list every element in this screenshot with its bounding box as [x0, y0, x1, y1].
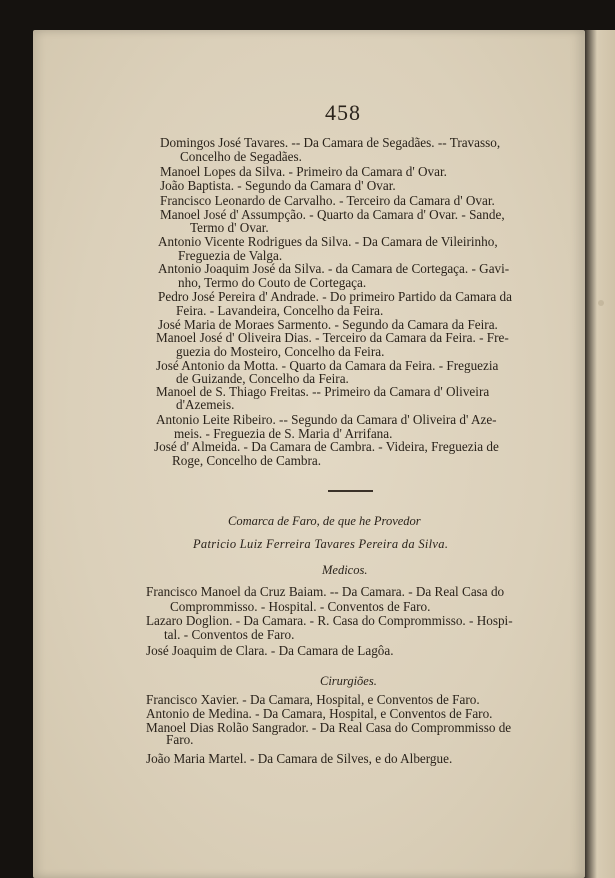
entry-line: João Baptista. - Segundo da Camara d' Ovar. — [160, 178, 396, 193]
entry-line: Concelho de Segadães. — [180, 149, 302, 164]
entry-line: Termo d' Ovar. — [190, 220, 269, 235]
entry-line: Manoel José d' Oliveira Dias. - Terceiro da Camara da Feira. - Fre- — [156, 330, 509, 345]
entry-line: meis. - Freguezia de S. Maria d' Arrifana. — [174, 426, 393, 441]
cirurgiao-line: Francisco Xavier. - Da Camara, Hospital, e Conventos de Faro. — [146, 692, 480, 707]
entry-line: Pedro José Pereira d' Andrade. - Do primeiro Partido da Camara da — [158, 289, 512, 304]
cirurgiao-line: Antonio de Medina. - Da Camara, Hospital, e Conventos de Faro. — [146, 706, 493, 721]
medico-line: Comprommisso. - Hospital. - Conventos de Faro. — [170, 599, 431, 614]
scan-background-top — [0, 0, 615, 30]
entry-line: Francisco Leonardo de Carvalho. - Terceiro da Camara d' Ovar. — [160, 193, 495, 208]
scan-background-left — [0, 0, 33, 878]
entry-line: Roge, Concelho de Cambra. — [172, 453, 322, 468]
entry-line: Antonio Leite Ribeiro. -- Segundo da Camara d' Oliveira d' Aze- — [156, 412, 497, 427]
entry-line: Manoel José d' Assumpção. - Quarto da Camara d' Ovar. - Sande, — [160, 207, 505, 222]
entry-line: Freguezia de Valga. — [178, 248, 283, 263]
medicos-heading: Medicos. — [322, 563, 368, 577]
entry-line: d'Azemeis. — [176, 397, 235, 412]
entry-line: Feira. - Lavandeira, Concelho da Feira. — [176, 303, 384, 318]
medico-line: José Joaquim de Clara. - Da Camara de Lagôa. — [146, 643, 394, 658]
entry-line: José Maria de Moraes Sarmento. - Segundo da Camara da Feira. — [158, 317, 498, 332]
comarca-heading: Comarca de Faro, de que he Provedor — [228, 514, 421, 528]
entry-line: Domingos José Tavares. -- Da Camara de Segadães. -- Travasso, — [160, 135, 501, 150]
entry-line: José d' Almeida. - Da Camara de Cambra. - Videira, Freguezia de — [154, 439, 499, 454]
cirurgiao-line: Manoel Dias Rolão Sangrador. - Da Real Casa do Comprommisso de — [146, 720, 512, 735]
cirurgiao-line: Faro. — [166, 732, 194, 747]
entry-line: nho, Termo do Couto de Cortegaça. — [178, 275, 367, 290]
medico-line: Francisco Manoel da Cruz Baiam. -- Da Camara. - Da Real Casa do — [146, 584, 505, 599]
cirurgiao-line: João Maria Martel. - Da Camara de Silves, e do Albergue. — [146, 751, 453, 766]
page-number: 458 — [325, 100, 361, 125]
paper-spot — [598, 300, 604, 306]
provedor-name: Patricio Luiz Ferreira Tavares Pereira da Silva. — [193, 537, 449, 551]
entry-line: guezia do Mosteiro, Concelho da Feira. — [176, 344, 385, 359]
entry-line: José Antonio da Motta. - Quarto da Camara da Feira. - Freguezia — [156, 358, 499, 373]
entry-line: Antonio Vicente Rodrigues da Silva. - Da Camara de Vileirinho, — [158, 234, 498, 249]
entry-line: Manoel Lopes da Silva. - Primeiro da Camara d' Ovar. — [160, 164, 447, 179]
medico-line: Lazaro Doglion. - Da Camara. - R. Casa do Comprommisso. - Hospi- — [146, 613, 513, 628]
entry-line: Antonio Joaquim José da Silva. - da Camara de Cortegaça. - Gavi- — [158, 261, 510, 276]
page-edge-right — [585, 30, 615, 878]
section-divider — [328, 490, 373, 492]
medico-line: tal. - Conventos de Faro. — [164, 627, 295, 642]
entry-line: de Guizande, Concelho da Feira. — [176, 371, 349, 386]
cirurgioes-heading: Cirurgiões. — [320, 674, 377, 688]
entry-line: Manoel de S. Thiago Freitas. -- Primeiro da Camara d' Oliveira — [156, 384, 490, 399]
